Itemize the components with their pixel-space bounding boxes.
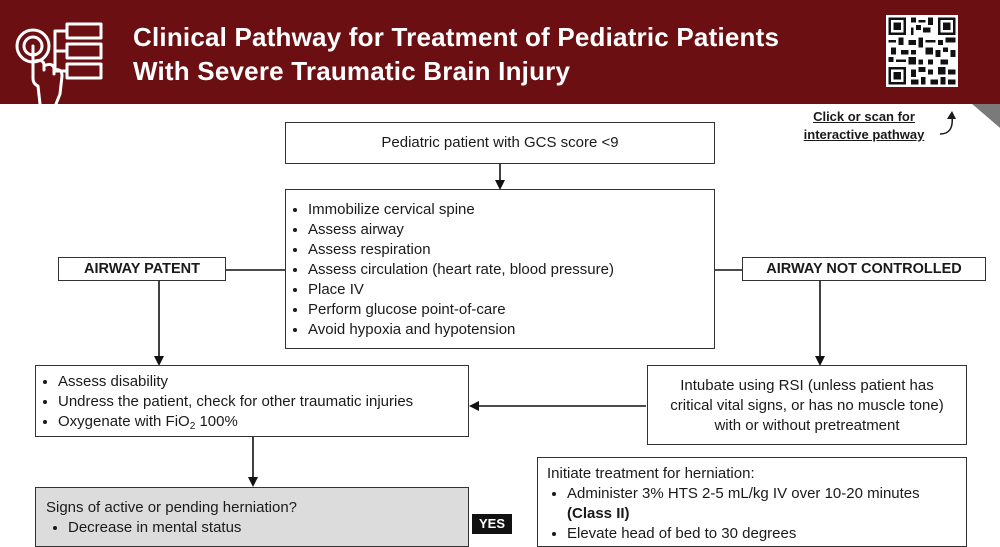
intubate-line-2: critical vital signs, or has no muscle tone)	[670, 397, 944, 414]
list-item: • Decrease in mental status	[68, 518, 468, 538]
title-line-2: With Severe Traumatic Brain Injury	[133, 56, 571, 86]
initial-assessment-box	[285, 189, 715, 349]
herniation-treatment-title: Initiate treatment for herniation:	[547, 465, 755, 482]
airway-patent-text: AIRWAY PATENT	[83, 261, 201, 277]
intubate-line-1: Intubate using RSI (unless patient has	[680, 377, 934, 394]
herniation-question-list	[46, 518, 468, 538]
initial-assessment-list	[286, 200, 714, 340]
list-item	[58, 412, 468, 437]
scan-link-line-1[interactable]: Click or scan for	[813, 109, 915, 124]
page-corner-fold	[972, 104, 1000, 128]
patent-steps-box	[35, 365, 469, 437]
intubate-line-3: with or without pretreatment	[714, 417, 900, 434]
qr-code[interactable]	[886, 15, 958, 87]
interactive-pathway-link[interactable]	[790, 108, 938, 144]
list-item: • Undress the patient, check for other traumatic injuries	[58, 392, 468, 412]
herniation-treatment-box	[537, 457, 967, 547]
herniation-question-box	[35, 487, 469, 547]
header-banner	[0, 0, 1000, 104]
title-line-1: Clinical Pathway for Treatment of Pediatric Patients	[133, 22, 780, 52]
list-item: • Immobilize cervical spine	[308, 200, 714, 220]
airway-not-controlled-label	[742, 257, 986, 281]
herniation-treatment-list	[547, 484, 966, 544]
scan-link-line-2[interactable]: interactive pathway	[803, 127, 925, 142]
list-item	[567, 484, 966, 524]
intubate-box	[647, 365, 967, 445]
list-item: • Assess circulation (heart rate, blood pressure)	[308, 260, 714, 280]
oxygenate-suffix: 100%	[195, 413, 238, 430]
airway-patent-label	[58, 257, 226, 281]
class-level: (Class II)	[567, 505, 630, 522]
yes-branch-label	[472, 514, 512, 534]
start-node-label: Pediatric patient with GCS score <9	[381, 134, 619, 151]
airway-not-controlled-text: AIRWAY NOT CONTROLLED	[766, 261, 962, 277]
oxygenate-subscript: 2	[189, 421, 196, 432]
list-item: • Place IV	[308, 280, 714, 300]
oxygenate-prefix: Oxygenate with FiO	[58, 413, 190, 430]
list-item: • Assess respiration	[308, 240, 714, 260]
page-title	[133, 20, 779, 88]
list-item: • Perform glucose point-of-care	[308, 300, 714, 320]
list-item: • Avoid hypoxia and hypotension	[308, 320, 714, 340]
list-item: • Assess airway	[308, 220, 714, 240]
list-item: • Elevate head of bed to 30 degrees	[567, 524, 966, 544]
curved-arrow-icon	[936, 108, 966, 138]
start-node	[285, 122, 715, 164]
hts-dose-text: Administer 3% HTS 2-5 mL/kg IV over 10-20 minutes	[567, 485, 920, 502]
yes-label-text: YES	[478, 516, 505, 531]
interactive-pathway-icon	[10, 18, 110, 104]
herniation-question-title: Signs of active or pending herniation?	[46, 499, 298, 516]
patent-steps-list	[36, 372, 468, 437]
list-item: • Assess disability	[58, 372, 468, 392]
